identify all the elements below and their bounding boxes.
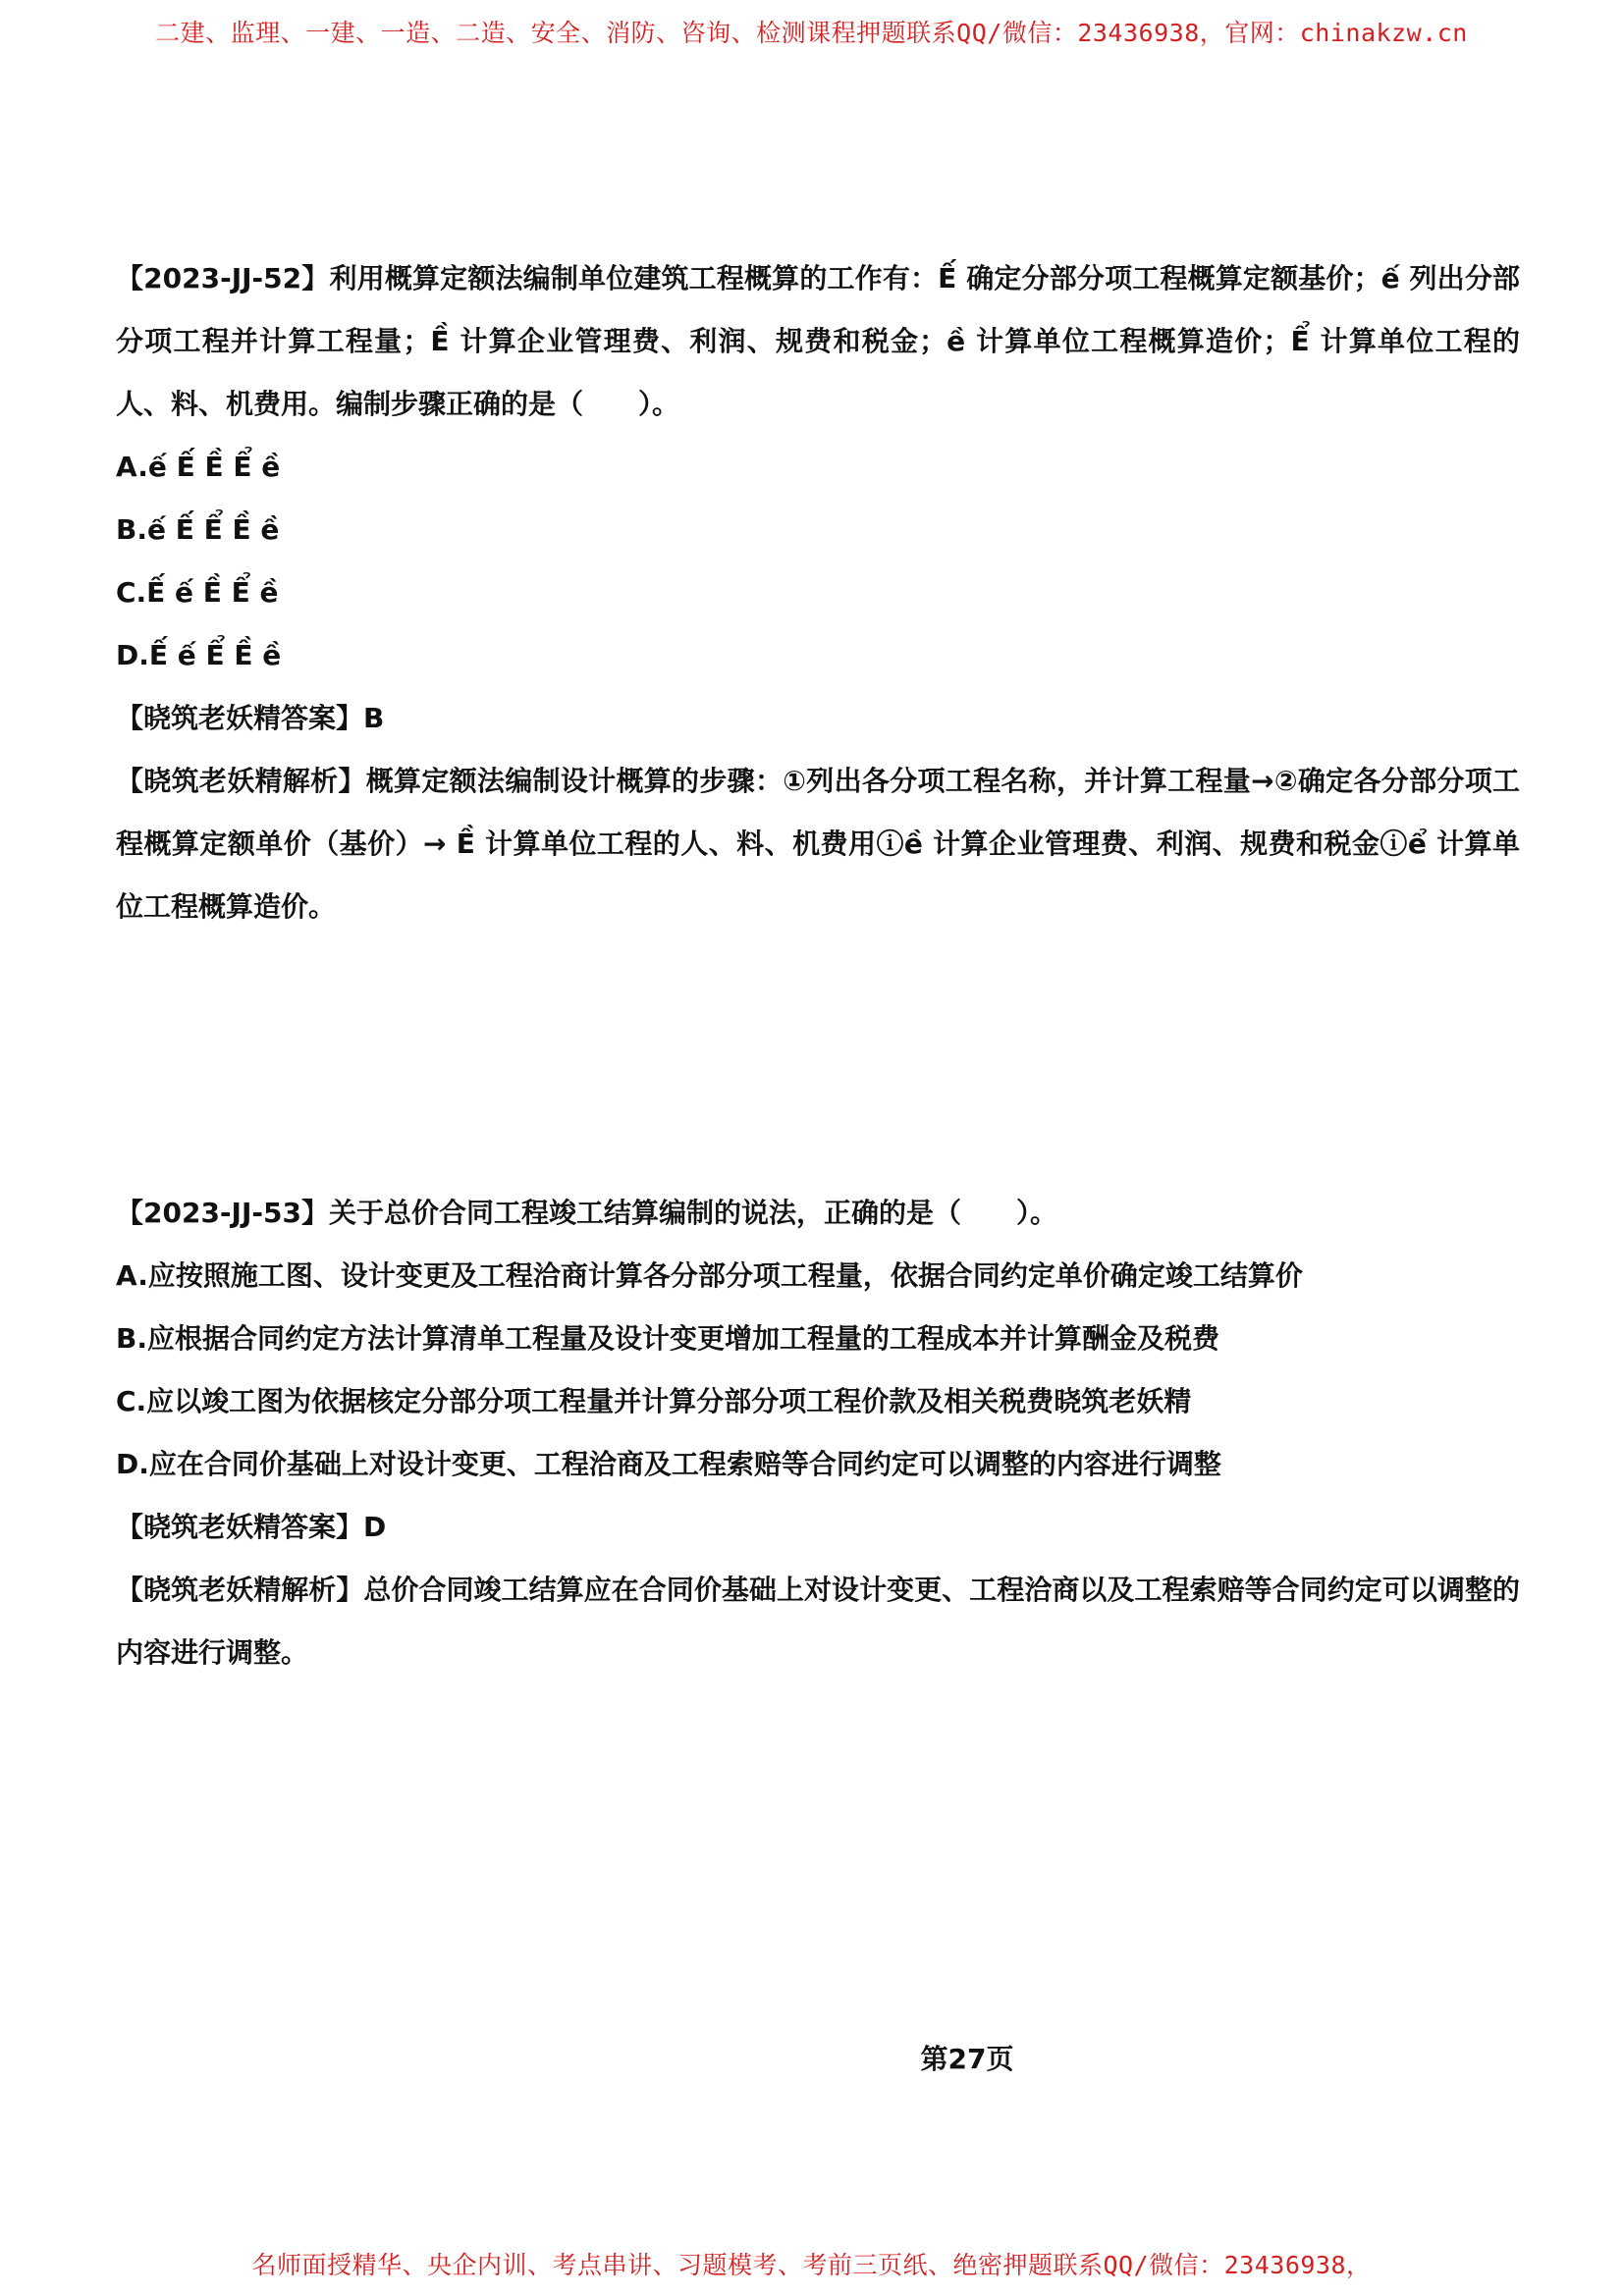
option-d: D.应在合同价基础上对设计变更、工程洽商及工程索赔等合同约定可以调整的内容进行调整 <box>116 1448 1221 1480</box>
answer-line: 【晓筑老妖精答案】D <box>116 1511 387 1543</box>
question-53 <box>116 1182 1520 1684</box>
header-banner: 二建、监理、一建、一造、二造、安全、消防、咨询、检测课程押题联系QQ/微信：23436938，官网：chinakzw.cn <box>155 19 1468 47</box>
page-number: 第27页 <box>920 2043 1014 2075</box>
analysis-paragraph: 【晓筑老妖精解析】概算定额法编制设计概算的步骤：①列出各分项工程名称，并计算工程量→②确定各分部分项工程概算定额单价（基价）→ Ề 计算单位工程的人、料、机费用ⓘề 计算企业管理费、利润、规费和税金ⓘể 计算单位工程概算造价。 <box>116 765 1520 923</box>
option-c: C.应以竣工图为依据核定分部分项工程量并计算分部分项工程价款及相关税费晓筑老妖精 <box>116 1385 1192 1417</box>
option-c: C.Ế ế Ề Ể ề <box>116 576 279 609</box>
question-stem: 【2023-JJ-52】利用概算定额法编制单位建筑工程概算的工作有：Ế 确定分部分项工程概算定额基价；ế 列出分部分项工程并计算工程量；Ề 计算企业管理费、利润、规费和税金；ề 计算单位工程概算造价；Ể 计算单位工程的人、料、机费用。编制步骤正确的是（ ）。 <box>116 262 1520 420</box>
footer-banner: 名师面授精华、央企内训、考点串讲、习题模考、考前三页纸、绝密押题联系QQ/微信：23436938， <box>251 2251 1372 2279</box>
question-stem: 【2023-JJ-53】关于总价合同工程竣工结算编制的说法，正确的是（ ）。 <box>116 1197 1057 1229</box>
option-b: B.ế Ế Ể Ề ề <box>116 513 280 546</box>
option-a: A.应按照施工图、设计变更及工程洽商计算各分部分项工程量，依据合同约定单价确定竣工结算价 <box>116 1259 1303 1292</box>
option-a: A.ế Ế Ề Ể ề <box>116 451 281 483</box>
question-52 <box>116 247 1520 938</box>
answer-line: 【晓筑老妖精答案】B <box>116 702 385 734</box>
option-b: B.应根据合同约定方法计算清单工程量及设计变更增加工程量的工程成本并计算酬金及税费 <box>116 1322 1219 1355</box>
analysis-paragraph: 【晓筑老妖精解析】总价合同竣工结算应在合同价基础上对设计变更、工程洽商以及工程索赔等合同约定可以调整的内容进行调整。 <box>116 1574 1520 1669</box>
option-d: D.Ế ế Ể Ề ề <box>116 639 282 671</box>
